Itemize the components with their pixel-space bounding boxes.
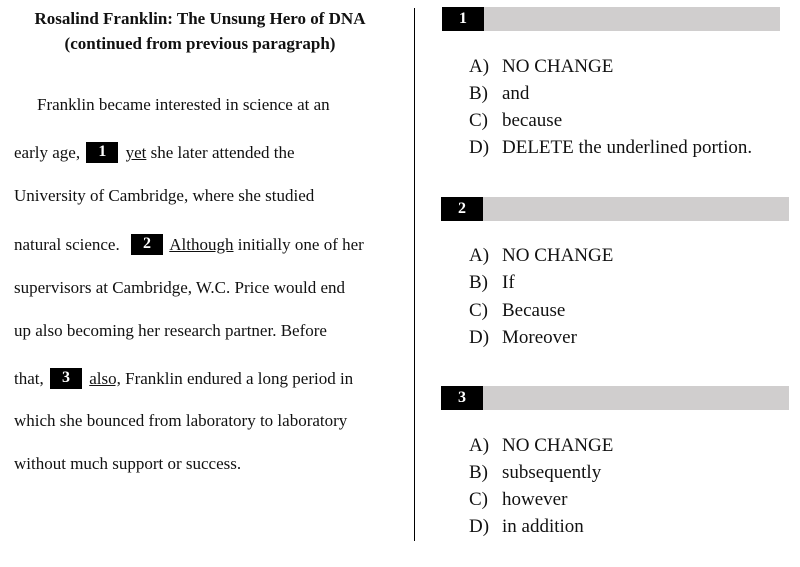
option-letter: B) <box>469 272 488 293</box>
answer-option-1a[interactable] <box>469 56 613 78</box>
question-number-2: 2 <box>441 197 483 221</box>
option-text: and <box>502 83 530 104</box>
option-text: NO CHANGE <box>502 56 614 77</box>
question-marker-1[interactable]: 1 <box>86 142 118 163</box>
answer-option-2c[interactable] <box>469 300 565 322</box>
passage-line-6: up also becoming her research partner. Before <box>14 321 327 340</box>
option-letter: C) <box>469 110 488 131</box>
question-header-3 <box>441 386 789 410</box>
question-number-1: 1 <box>442 7 484 31</box>
option-letter: C) <box>469 300 488 321</box>
question-header-2 <box>441 197 789 221</box>
option-letter: D) <box>469 516 490 537</box>
passage-text: that, <box>14 369 44 388</box>
option-text: however <box>502 489 568 510</box>
option-text: If <box>502 272 515 293</box>
column-divider <box>414 8 415 541</box>
option-text: subsequently <box>502 462 602 483</box>
option-text: NO CHANGE <box>502 245 614 266</box>
passage-line-3: University of Cambridge, where she studied <box>14 186 315 205</box>
option-letter: B) <box>469 462 488 483</box>
passage-line-5: supervisors at Cambridge, W.C. Price would end <box>14 278 345 297</box>
answer-option-3a[interactable] <box>469 435 613 457</box>
answer-option-2d[interactable] <box>469 327 577 349</box>
question-marker-3[interactable]: 3 <box>50 368 82 389</box>
passage-line-1: Franklin became interested in science at an <box>37 95 330 114</box>
passage-line-8: which she bounced from laboratory to laboratory <box>14 411 348 430</box>
option-letter: D) <box>469 327 490 348</box>
passage-text: initially one of her <box>237 235 364 254</box>
option-text: in addition <box>502 516 584 537</box>
option-letter: A) <box>469 435 490 456</box>
option-text: Moreover <box>502 327 577 348</box>
passage-text: she later attended the <box>150 143 295 162</box>
option-text: Because <box>502 300 566 321</box>
passage-line-9: without much support or success. <box>14 454 242 473</box>
answer-option-1b[interactable] <box>469 83 529 105</box>
passage-text: natural science. <box>14 235 120 254</box>
answer-option-3c[interactable] <box>469 489 567 511</box>
option-text: because <box>502 110 563 131</box>
option-letter: D) <box>469 137 490 158</box>
passage-text: early age, <box>14 143 81 162</box>
option-letter: C) <box>469 489 488 510</box>
option-letter: B) <box>469 83 488 104</box>
option-letter: A) <box>469 245 490 266</box>
passage-title: Rosalind Franklin: The Unsung Hero of DNA <box>34 9 366 28</box>
answer-option-1d[interactable] <box>469 137 752 159</box>
question-header-1 <box>442 7 780 31</box>
answer-option-3d[interactable] <box>469 516 584 538</box>
question-number-3: 3 <box>441 386 483 410</box>
answer-option-3b[interactable] <box>469 462 601 484</box>
underlined-portion-3: also, <box>89 369 121 388</box>
answer-option-1c[interactable] <box>469 110 562 132</box>
passage-subtitle: (continued from previous paragraph) <box>64 34 336 53</box>
answer-option-2b[interactable] <box>469 272 515 294</box>
answer-option-2a[interactable] <box>469 245 613 267</box>
option-text: DELETE the underlined portion. <box>502 137 753 158</box>
passage-line-4 <box>14 234 364 256</box>
underlined-portion-2: Although <box>169 235 234 254</box>
option-text: NO CHANGE <box>502 435 614 456</box>
underlined-portion-1: yet <box>125 143 147 162</box>
passage-line-7 <box>14 368 353 390</box>
passage-line-2 <box>14 142 295 164</box>
option-letter: A) <box>469 56 490 77</box>
question-marker-2[interactable]: 2 <box>131 234 163 255</box>
passage-text: Franklin endured a long period in <box>125 369 354 388</box>
